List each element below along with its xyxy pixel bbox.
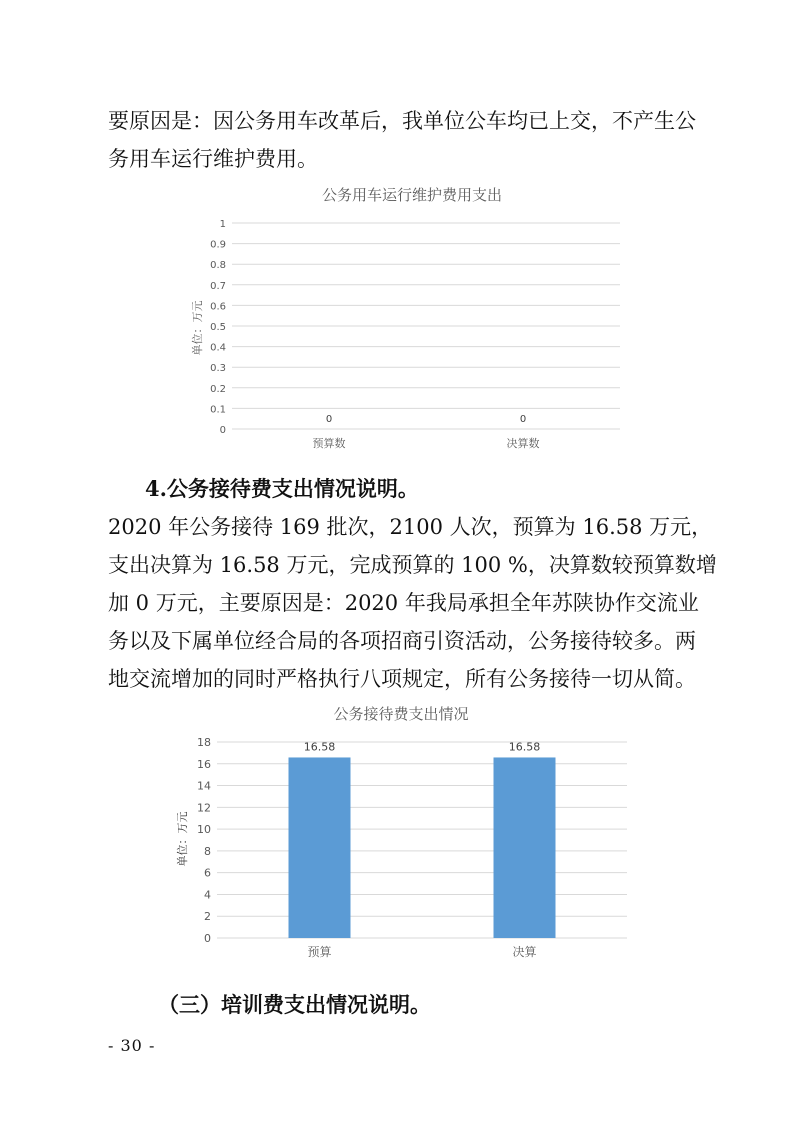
paragraph-line: 要原因是：因公务用车改革后，我单位公车均已上交，不产生公: [108, 109, 696, 133]
y-tick-label: 14: [197, 779, 211, 793]
y-tick-label: 0.3: [210, 363, 226, 375]
paragraph-line: 2020 年公务接待 169 批次，2100 人次，预算为 16.58 万元，: [108, 515, 713, 539]
paragraph-line: 支出决算为 16.58 万元，完成预算的 100 %，决算数较预算数增: [108, 553, 717, 577]
paragraph-line: 务以及下属单位经合局的各项招商引资活动，公务接待较多。两: [108, 629, 696, 653]
y-tick-label: 0.9: [210, 239, 226, 251]
y-axis-label: 单位：万元: [176, 811, 189, 867]
y-tick-label: 0.5: [210, 322, 226, 333]
y-tick-label: 6: [204, 866, 211, 880]
y-tick-label: 4: [204, 888, 211, 902]
data-label: 0: [325, 414, 333, 425]
data-label: 16.58: [508, 740, 541, 754]
data-label: 16.58: [303, 740, 336, 754]
y-tick-label: 0.1: [210, 404, 226, 416]
y-tick-label: 0: [219, 425, 226, 436]
y-tick-label: 0.2: [210, 383, 226, 395]
y-tick-label: 0.4: [210, 342, 226, 354]
bar: [289, 757, 351, 938]
y-tick-label: 18: [197, 736, 211, 749]
paragraph-line: 加 0 万元，主要原因是：2020 年我局承担全年苏陕协作交流业: [108, 591, 699, 615]
y-tick-label: 1: [219, 219, 226, 230]
y-axis-label: 单位：万元: [191, 300, 204, 356]
y-tick-label: 0.7: [210, 280, 226, 292]
reception-cost-chart: [170, 697, 635, 972]
section-heading-3: （三）培训费支出情况说明。: [158, 992, 431, 1017]
page-number: - 30 -: [108, 1036, 156, 1055]
chart-title: 公务接待费支出情况: [333, 705, 469, 723]
y-tick-label: 0: [204, 932, 211, 945]
y-tick-label: 8: [204, 844, 211, 858]
paragraph-line: 地交流增加的同时严格执行八项规定，所有公务接待一切从简。: [108, 667, 696, 691]
section-heading-4: 4.公务接待费支出情况说明。: [145, 476, 419, 501]
y-tick-label: 16: [197, 757, 211, 771]
vehicle-cost-chart: [185, 178, 630, 458]
y-tick-label: 0.6: [210, 301, 226, 313]
y-tick-label: 2: [204, 910, 211, 924]
category-label: 预算数: [312, 437, 346, 450]
data-label: 0: [519, 414, 527, 425]
chart-title: 公务用车运行维护费用支出: [321, 186, 503, 204]
y-tick-label: 12: [197, 801, 211, 815]
category-label: 决算数: [506, 437, 540, 450]
y-tick-label: 10: [197, 823, 211, 837]
y-tick-label: 0.8: [210, 260, 226, 272]
category-label: 预算: [307, 945, 332, 959]
bar: [494, 757, 556, 938]
paragraph-line: 务用车运行维护费用。: [108, 147, 318, 171]
category-label: 决算: [512, 945, 537, 959]
